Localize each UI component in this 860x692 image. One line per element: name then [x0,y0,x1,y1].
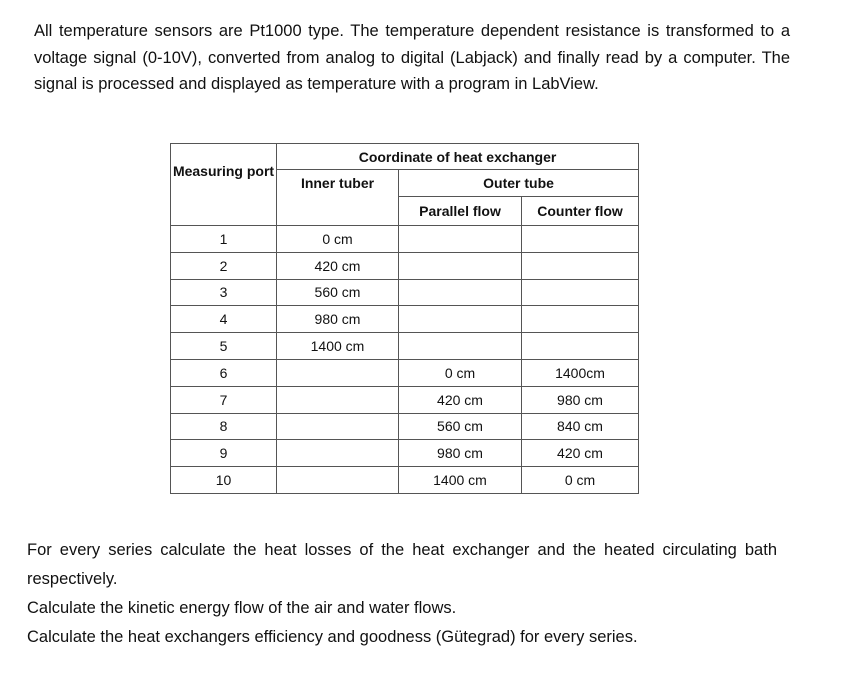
counter-flow-header: Counter flow [522,197,639,226]
table-row [171,413,639,440]
parallel-flow-cell [399,226,522,253]
task-heat-losses: For every series calculate the heat losses of the heat exchanger and the heated circulating bath respectively. [27,541,777,588]
parallel-flow-header: Parallel flow [399,197,522,226]
port-cell: 4 [171,306,277,333]
counter-flow-cell [522,279,639,306]
parallel-flow-cell: 980 cm [399,440,522,467]
inner-tube-cell: 560 cm [277,279,399,306]
port-cell: 3 [171,279,277,306]
parallel-flow-cell: 1400 cm [399,467,522,494]
intro-paragraph: All temperature sensors are Pt1000 type. The temperature dependent resistance is transformed to a voltage signal (0-10V), converted from analog to digital (Labjack) and finally read by a computer. The signal is processed and displayed as temperature with a program in LabView. [34,22,790,93]
table-row [171,333,639,360]
parallel-flow-cell [399,252,522,279]
table-row [171,467,639,494]
port-cell: 7 [171,386,277,413]
counter-flow-cell: 0 cm [522,467,639,494]
parallel-flow-cell [399,306,522,333]
counter-flow-cell: 980 cm [522,386,639,413]
port-cell: 1 [171,226,277,253]
parallel-flow-cell [399,333,522,360]
table-row [171,386,639,413]
parallel-flow-cell [399,279,522,306]
tasks-block [27,536,777,652]
measuring-port-header: Measuring port [171,144,277,226]
table-row [171,359,639,386]
inner-tube-cell: 1400 cm [277,333,399,360]
inner-tube-cell [277,359,399,386]
inner-tube-cell [277,440,399,467]
outer-tube-header: Outer tube [399,170,639,197]
inner-tube-header: Inner tuber [277,170,399,197]
parallel-flow-cell: 0 cm [399,359,522,386]
parallel-flow-cell: 560 cm [399,413,522,440]
port-cell: 2 [171,252,277,279]
counter-flow-cell [522,333,639,360]
inner-tube-header-spacer [277,197,399,226]
table-row [171,279,639,306]
counter-flow-cell: 420 cm [522,440,639,467]
counter-flow-cell: 840 cm [522,413,639,440]
table-body [171,226,639,494]
table-row [171,252,639,279]
port-cell: 5 [171,333,277,360]
port-cell: 6 [171,359,277,386]
counter-flow-cell: 1400cm [522,359,639,386]
table-row [171,226,639,253]
inner-tube-cell [277,413,399,440]
inner-tube-cell: 420 cm [277,252,399,279]
task-efficiency: Calculate the heat exchangers efficiency and goodness (Gütegrad) for every series. [27,628,638,646]
parallel-flow-cell: 420 cm [399,386,522,413]
inner-tube-cell [277,386,399,413]
port-cell: 8 [171,413,277,440]
table-row [171,440,639,467]
port-cell: 9 [171,440,277,467]
counter-flow-cell [522,306,639,333]
inner-tube-cell: 980 cm [277,306,399,333]
table-row [171,306,639,333]
measuring-ports-table [170,143,639,494]
inner-tube-cell: 0 cm [277,226,399,253]
counter-flow-cell [522,252,639,279]
port-cell: 10 [171,467,277,494]
coordinate-header: Coordinate of heat exchanger [277,144,639,170]
counter-flow-cell [522,226,639,253]
inner-tube-cell [277,467,399,494]
task-kinetic-energy: Calculate the kinetic energy flow of the air and water flows. [27,599,457,617]
